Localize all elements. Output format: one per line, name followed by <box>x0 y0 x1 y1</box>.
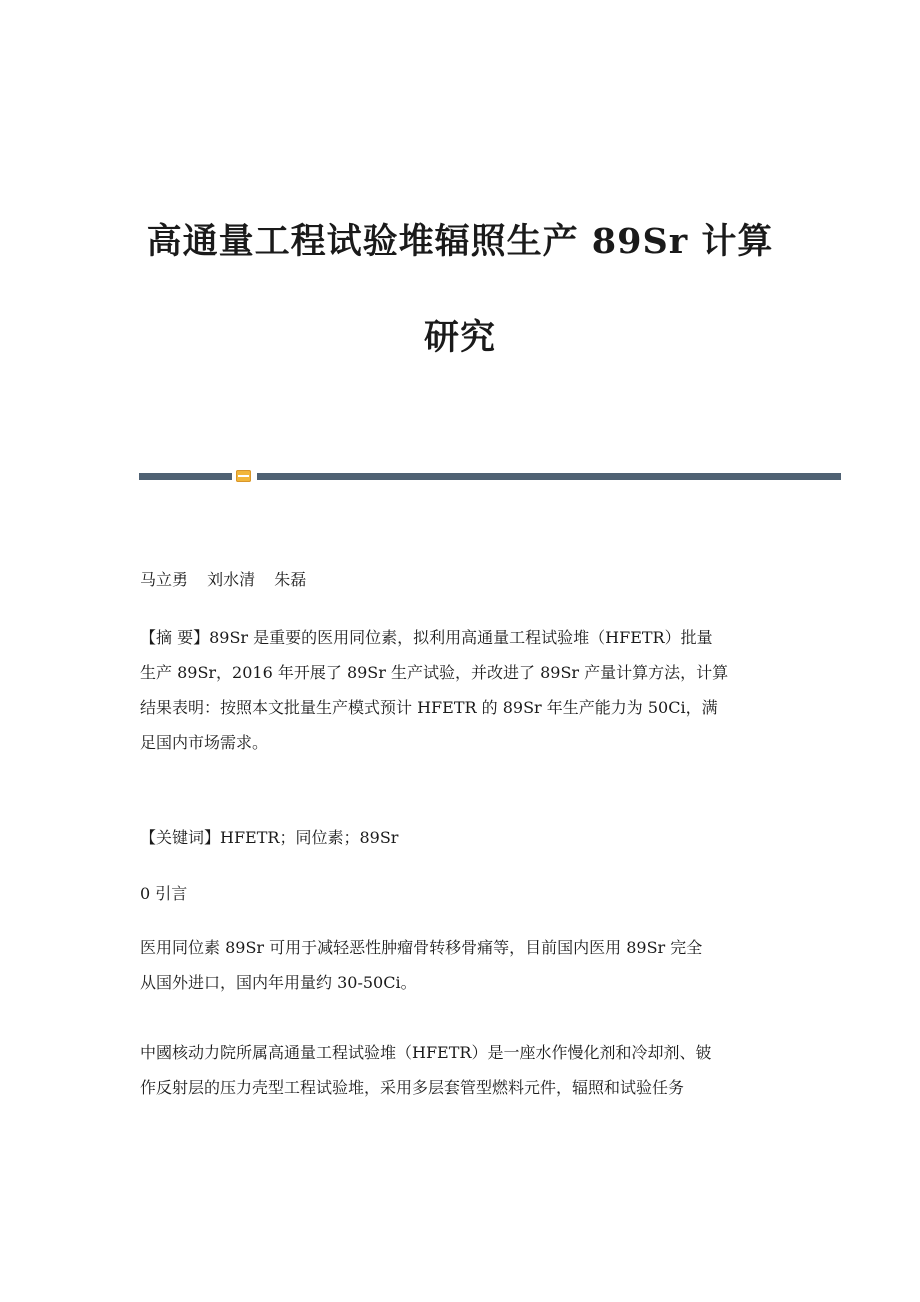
abstract-line: 【摘 要】89Sr 是重要的医用同位素，拟利用高通量工程试验堆（HFETR）批量 <box>140 628 713 647</box>
divider-bar-right <box>257 473 841 480</box>
paragraph-line: 医用同位素 89Sr 可用于减轻恶性肿瘤骨转移骨痛等，目前国内医用 89Sr 完全 <box>140 938 703 957</box>
abstract-line: 足国内市场需求。 <box>140 733 269 752</box>
paragraph-line: 从国外进口，国内年用量约 30-50Ci。 <box>140 973 417 992</box>
intro-paragraph-2 <box>140 1035 790 1105</box>
keywords: 【关键词】HFETR；同位素；89Sr <box>140 828 399 847</box>
divider-badge-icon <box>236 470 251 482</box>
author-name: 刘水清 <box>207 570 256 589</box>
abstract <box>140 620 790 760</box>
abstract-line: 结果表明：按照本文批量生产模式预计 HFETR 的 89Sr 年生产能力为 50Ci，满 <box>140 698 718 717</box>
author-list <box>140 562 790 597</box>
divider-bar-left <box>139 473 232 480</box>
section-heading-introduction: 0 引言 <box>140 884 188 903</box>
paragraph-line: 作反射层的压力壳型工程试验堆，采用多层套管型燃料元件，辐照和试验任务 <box>140 1078 685 1097</box>
author-name: 马立勇 <box>140 570 189 589</box>
author-name: 朱磊 <box>274 570 307 589</box>
paragraph-line: 中國核动力院所属高通量工程试验堆（HFETR）是一座水作慢化剂和冷却剂、铍 <box>140 1043 712 1062</box>
intro-paragraph-1 <box>140 930 790 1000</box>
abstract-line: 生产 89Sr，2016 年开展了 89Sr 生产试验，并改进了 89Sr 产量计算方法，计算 <box>140 663 729 682</box>
title-divider <box>139 469 841 483</box>
paper-title-line-2: 研究 <box>423 317 496 358</box>
paper-title-line-1: 高通量工程试验堆辐照生产 89Sr 计算 <box>146 221 774 262</box>
